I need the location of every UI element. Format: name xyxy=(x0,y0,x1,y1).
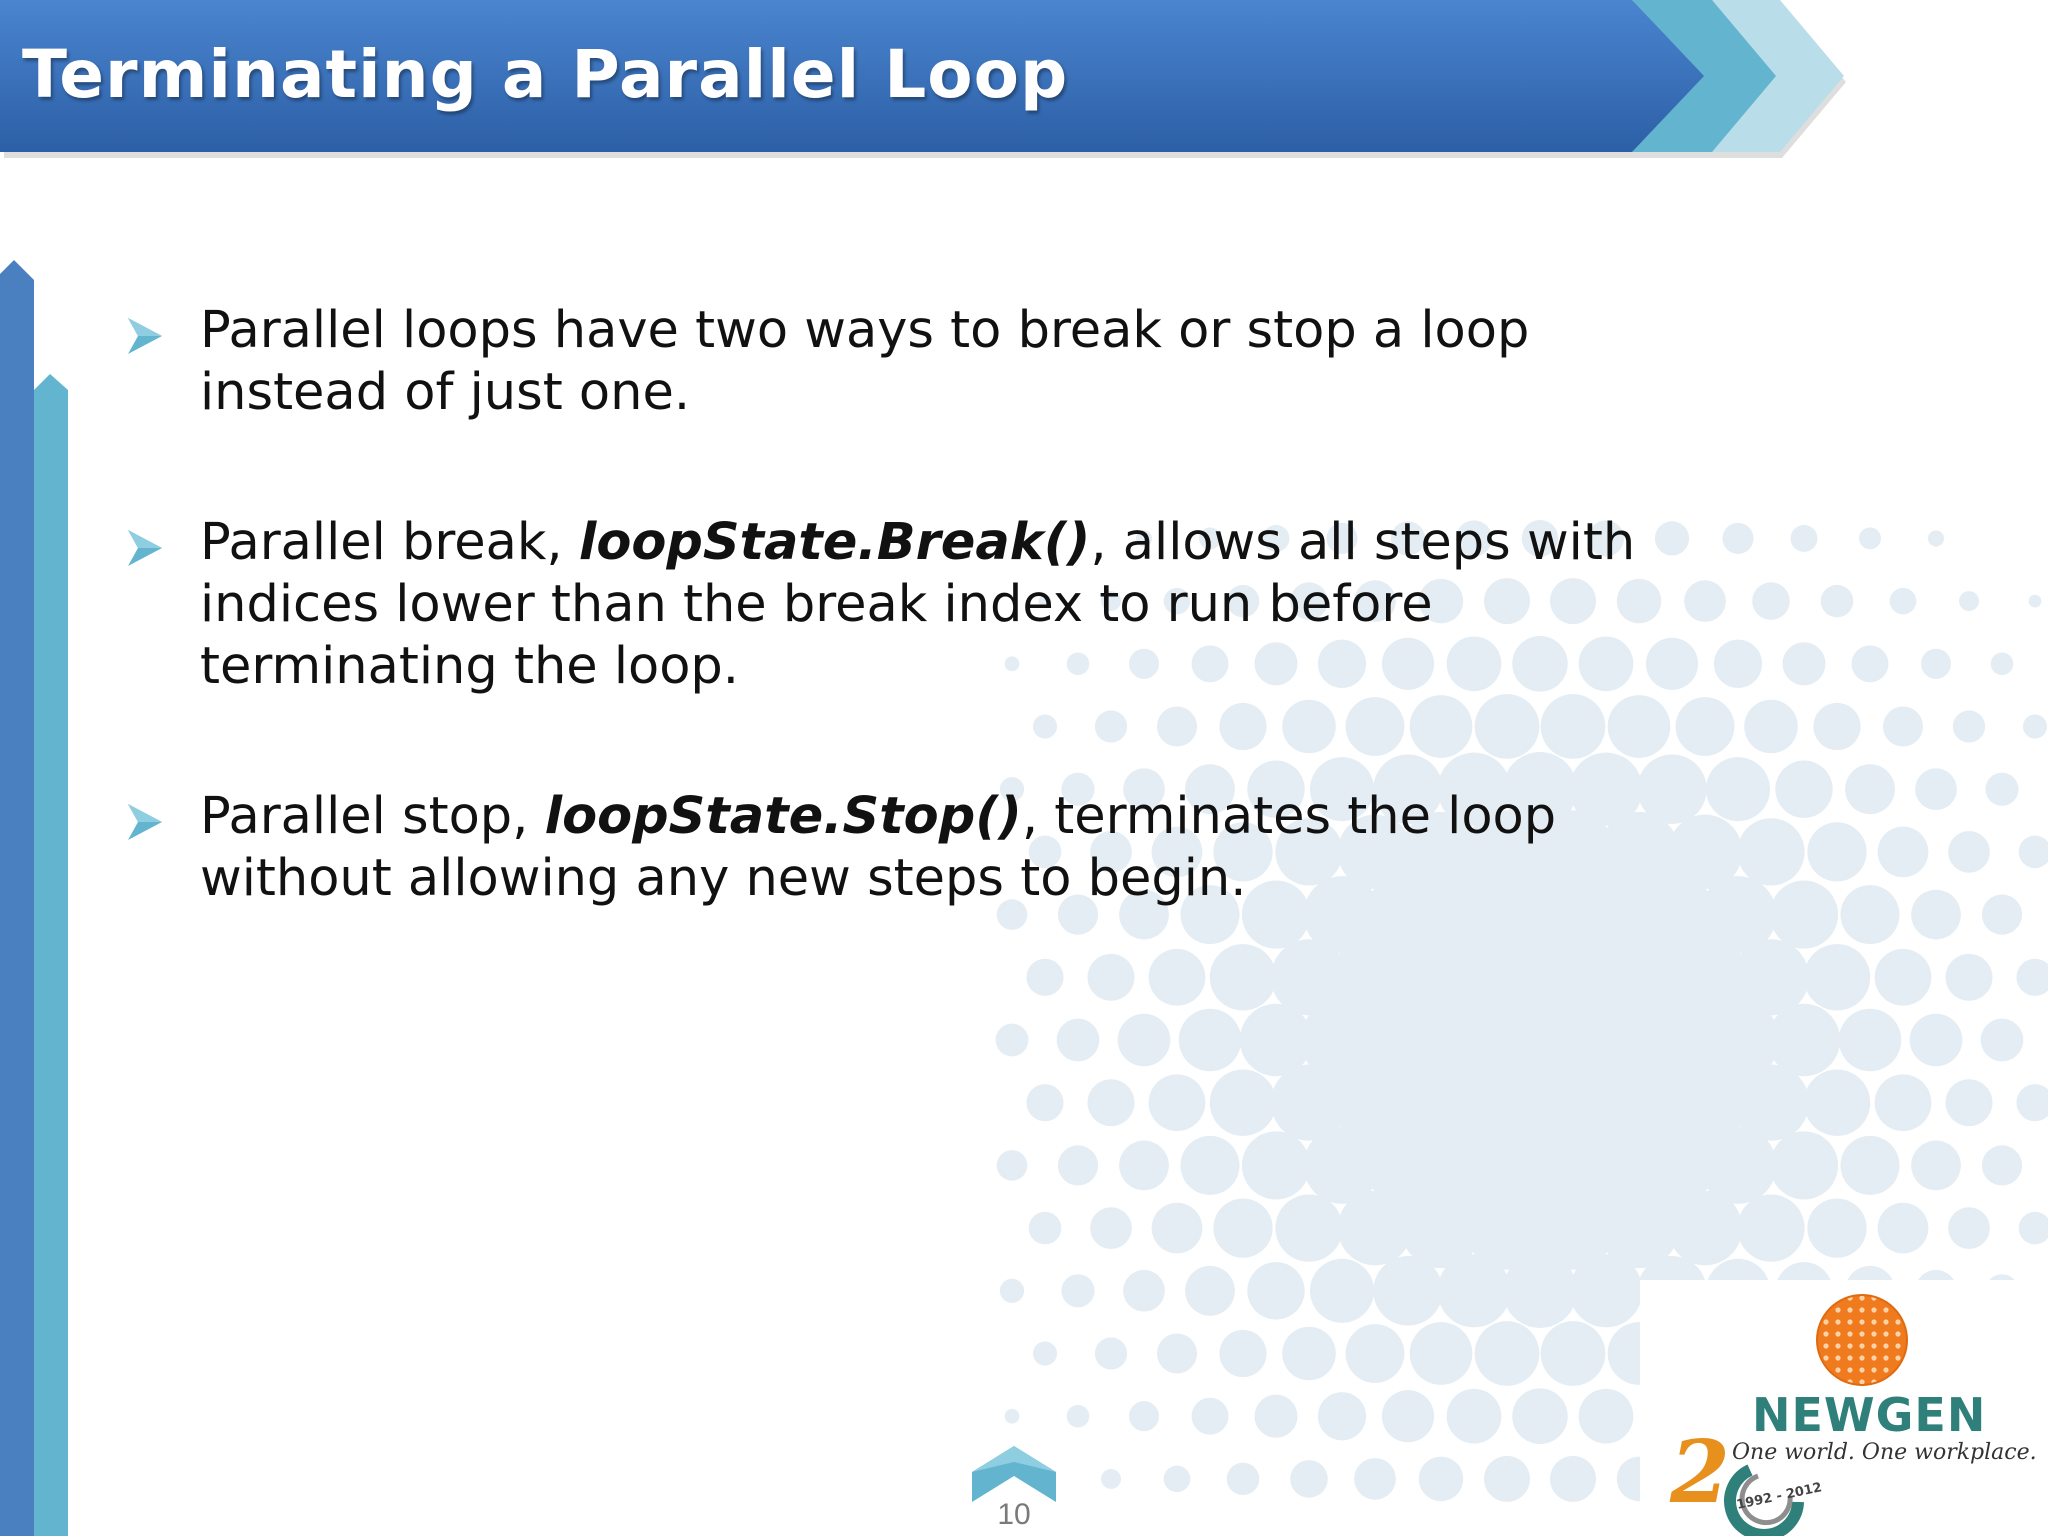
background-dot xyxy=(2016,1084,2048,1121)
arrow-bullet-icon xyxy=(128,530,162,566)
background-dot xyxy=(1911,890,1961,940)
background-dot xyxy=(1890,588,1917,615)
background-dot xyxy=(1985,773,2018,806)
background-dot xyxy=(1282,1327,1336,1381)
background-dot xyxy=(1959,591,1979,611)
background-dot xyxy=(2016,959,2048,996)
background-dot xyxy=(1373,1256,1442,1325)
background-dot xyxy=(1804,944,1870,1010)
background-dot xyxy=(1840,1136,1899,1195)
background-dot xyxy=(1290,1460,1328,1498)
background-dot xyxy=(1346,1324,1405,1383)
background-dot xyxy=(1953,710,1985,742)
background-dot xyxy=(1382,1390,1434,1442)
newgen-logo xyxy=(1640,1280,2048,1536)
background-dot xyxy=(1410,1322,1473,1385)
bullet-text-plain: Parallel loops have two ways to break or stop a loop instead of just one. xyxy=(200,301,1530,422)
background-dot xyxy=(1247,1262,1304,1319)
background-dot xyxy=(1981,1019,2024,1062)
background-dot xyxy=(1948,1207,1990,1249)
background-dot xyxy=(1768,1004,1840,1076)
background-dot xyxy=(1946,1079,1993,1126)
background-dot xyxy=(1119,1141,1169,1191)
background-dot xyxy=(1058,1145,1098,1185)
background-dot xyxy=(1541,1321,1606,1386)
background-dot xyxy=(1737,1194,1804,1261)
background-dot xyxy=(1000,1279,1024,1303)
code-reference: loopState.Stop() xyxy=(544,787,1022,846)
background-dot xyxy=(1026,1084,1063,1121)
background-dot xyxy=(1684,580,1726,622)
background-dot xyxy=(1883,706,1923,746)
background-dot xyxy=(1813,703,1860,750)
background-dot xyxy=(1164,1466,1191,1493)
background-dot xyxy=(1447,1389,1502,1444)
background-dot xyxy=(1878,827,1929,878)
background-dot xyxy=(1821,585,1854,618)
background-dot xyxy=(1804,1069,1870,1135)
background-dot xyxy=(1318,1392,1366,1440)
background-dot xyxy=(1213,1198,1272,1257)
background-dot xyxy=(1090,1207,1132,1249)
background-dot xyxy=(2029,595,2042,608)
background-dot xyxy=(1676,697,1735,756)
background-dot xyxy=(1859,527,1881,549)
background-dot xyxy=(1419,1457,1464,1502)
bullet-item xyxy=(120,512,1680,698)
background-dot xyxy=(1982,895,2022,935)
header-banner xyxy=(0,0,2048,170)
background-dot xyxy=(1839,1009,1902,1072)
background-dot xyxy=(1475,1321,1540,1386)
background-dot xyxy=(1700,1127,1777,1204)
background-dot xyxy=(1227,1463,1260,1496)
arrow-bullet-icon xyxy=(128,804,162,840)
background-dot xyxy=(1192,1398,1229,1435)
background-dot xyxy=(1579,1389,1634,1444)
arrow-bullet-icon xyxy=(128,318,162,354)
svg-text:1992 - 2012: 1992 - 2012 xyxy=(1735,1480,1824,1513)
background-dot xyxy=(1118,1014,1171,1067)
background-dot xyxy=(1254,1395,1297,1438)
background-dot xyxy=(1484,1456,1530,1502)
background-dot xyxy=(1991,652,2014,675)
bullet-text-plain: , terminates the loop without allowing any new steps to begin. xyxy=(200,787,1557,908)
background-dot xyxy=(1791,525,1818,552)
background-dot xyxy=(1123,1270,1165,1312)
bullet-item xyxy=(120,300,1680,424)
background-dot xyxy=(1706,757,1770,821)
background-dot xyxy=(1437,1254,1510,1327)
chevron-up-icon xyxy=(972,1446,1056,1506)
background-dot xyxy=(1714,640,1762,688)
background-dot xyxy=(1005,1409,1020,1424)
background-dot xyxy=(1033,1341,1057,1365)
background-dot xyxy=(1878,1203,1929,1254)
brand-name: NEWGEN xyxy=(1752,1388,1987,1442)
background-dot xyxy=(1512,1388,1568,1444)
slide-title: Terminating a Parallel Loop xyxy=(22,36,1069,113)
background-dot xyxy=(1149,1074,1206,1131)
background-dot xyxy=(1911,1141,1961,1191)
bullet-text-plain: , allows all steps with indices lower than the break index to run before terminating the loop. xyxy=(200,513,1636,696)
left-stripes xyxy=(0,260,80,1536)
background-dot xyxy=(1057,1019,1100,1062)
background-dot xyxy=(1157,1333,1197,1373)
bullet-text-plain: Parallel break, xyxy=(200,513,579,572)
background-dot xyxy=(1807,1198,1866,1257)
background-dot xyxy=(1875,949,1932,1006)
background-dot xyxy=(1946,954,1993,1001)
background-dot xyxy=(996,1024,1029,1057)
bullet-item xyxy=(120,786,1680,910)
background-dot xyxy=(1061,1274,1094,1307)
bullet-text xyxy=(200,512,1680,698)
background-dot xyxy=(1744,700,1798,754)
brand-tagline: One world. One workplace. xyxy=(1732,1440,2037,1465)
background-dot xyxy=(1101,1469,1121,1489)
background-dot xyxy=(1982,1145,2022,1185)
background-dot xyxy=(1210,1069,1276,1135)
background-dot xyxy=(1354,1458,1396,1500)
background-dot xyxy=(1752,582,1790,620)
background-dot xyxy=(2019,836,2048,869)
background-dot xyxy=(1737,818,1804,885)
anniversary-years xyxy=(1720,1470,1840,1530)
background-dot xyxy=(1722,523,1753,554)
background-dot xyxy=(1845,764,1895,814)
bullet-text xyxy=(200,300,1680,424)
background-dot xyxy=(1503,1254,1577,1328)
background-dot xyxy=(1875,1074,1932,1131)
bullet-text-plain: Parallel stop, xyxy=(200,787,545,846)
background-dot xyxy=(1152,1203,1203,1254)
background-dot xyxy=(1310,1259,1374,1323)
background-dot xyxy=(1840,885,1899,944)
background-dot xyxy=(1569,1254,1642,1327)
background-dot xyxy=(1095,1337,1127,1369)
background-dot xyxy=(1807,822,1866,881)
background-dot xyxy=(1770,881,1838,949)
background-dot xyxy=(1185,1266,1235,1316)
background-dot xyxy=(1088,1079,1135,1126)
background-dot xyxy=(1219,1330,1266,1377)
background-dot xyxy=(2019,1212,2048,1245)
background-dot xyxy=(1910,1014,1963,1067)
background-dot xyxy=(1852,645,1889,682)
background-dot xyxy=(1180,1136,1239,1195)
background-dot xyxy=(1129,1401,1159,1431)
background-dot xyxy=(1029,1212,1062,1245)
page-number: 10 xyxy=(997,1498,1031,1531)
bullet-text xyxy=(200,786,1680,910)
background-dot xyxy=(1770,1131,1838,1199)
page-number-marker xyxy=(972,1446,1056,1536)
background-dot xyxy=(1928,530,1944,546)
svg-text:2: 2 xyxy=(1670,1422,1730,1523)
code-reference: loopState.Break() xyxy=(578,513,1091,572)
background-dot xyxy=(1782,642,1825,685)
background-dot xyxy=(1550,1456,1596,1502)
background-dot xyxy=(1179,1009,1242,1072)
background-dot xyxy=(1242,1131,1310,1199)
background-dot xyxy=(1067,1405,1090,1428)
background-dot xyxy=(2023,714,2047,738)
background-dot xyxy=(997,1150,1028,1181)
background-dot xyxy=(1915,768,1957,810)
background-dot xyxy=(1775,761,1832,818)
background-dot xyxy=(1275,1194,1342,1261)
bullet-list xyxy=(120,300,1680,998)
background-dot xyxy=(1921,649,1951,679)
background-dot xyxy=(1948,831,1990,873)
